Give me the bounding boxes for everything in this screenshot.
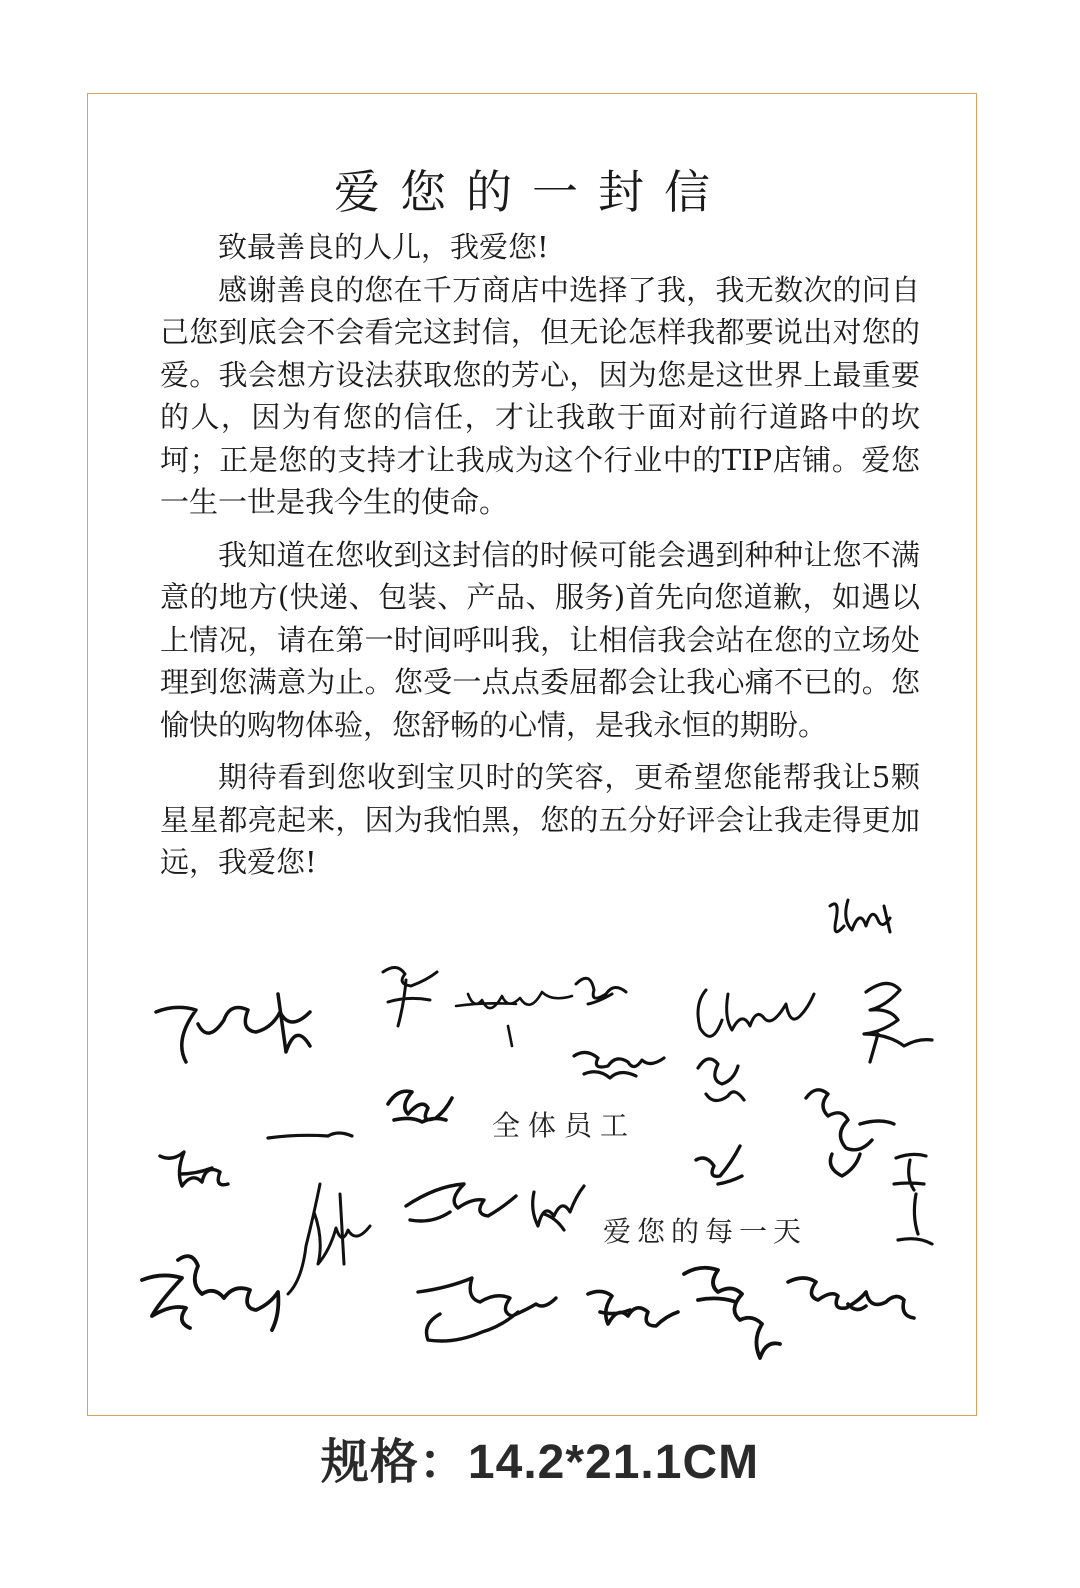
signature-8 [698, 1059, 744, 1101]
spec-caption [0, 1423, 1080, 1492]
signature-4 [576, 978, 626, 1004]
signature-15 [406, 1184, 516, 1221]
staff-label: 全体员工 [492, 1109, 637, 1142]
signature-5 [698, 990, 814, 1036]
signature-10 [268, 1133, 352, 1138]
letter-title: 爱您的一封信 [334, 165, 730, 219]
signature-17 [288, 1184, 370, 1294]
signature-18 [142, 1256, 278, 1330]
signature-13 [696, 1146, 742, 1184]
spec-value: 14.2*21.1CM [467, 1436, 760, 1489]
signature-21 [684, 1268, 780, 1358]
signature-20 [588, 1291, 678, 1326]
letter-paragraph-1: 感谢善良的您在千万商店中选择了我，我无数次的问自己您到底会不会看完这封信，但无论怎样我都要说出对您的爱。我会想方设法获取您的芳心，因为您是这世界上最重要的人，因为有您的信任，才让我敢于面对前行道路中的坎坷；正是您的支持才让我成为这个行业中的TIP店铺。爱您一生一世是我今生的使命。 [160, 272, 920, 519]
letter-paragraph-3: 期待看到您收到宝贝时的笑容，更希望您能帮我让5颗星星都亮起来，因为我怕黑，您的五分好评会让我走得更加远，我爱您! [160, 760, 920, 879]
signature-3 [456, 992, 572, 1046]
signature-1 [156, 994, 310, 1062]
signature-12 [160, 1152, 228, 1186]
signature-6 [864, 983, 932, 1062]
spec-label: 规格： [320, 1434, 468, 1490]
signature-7 [574, 1052, 664, 1078]
letter-paragraph-2: 我知道在您收到这封信的时候可能会遇到种种让您不满意的地方(快递、包装、产品、服务)首先向您道歉，如遇以上情况，请在第一时间呼叫我，让相信我会站在您的立场处理到您满意为止。您受一点点委屈都会让我心痛不已的。您愉快的购物体验，您舒畅的心情，是我永恒的期盼。 [160, 537, 920, 742]
signature-2 [383, 967, 437, 1026]
signature-9 [388, 1091, 452, 1122]
letter-card [87, 93, 977, 1416]
signature-14 [894, 1154, 932, 1244]
signature-11 [806, 1090, 894, 1176]
signature-19 [418, 1278, 556, 1341]
everyday-label: 爱您的每一天 [603, 1215, 808, 1248]
letter-greeting: 致最善良的人儿，我爱您! [218, 230, 549, 264]
signature-22 [788, 1278, 914, 1318]
author-signature [830, 900, 890, 932]
signature-16 [533, 1186, 584, 1230]
staff-signatures [88, 94, 977, 1416]
